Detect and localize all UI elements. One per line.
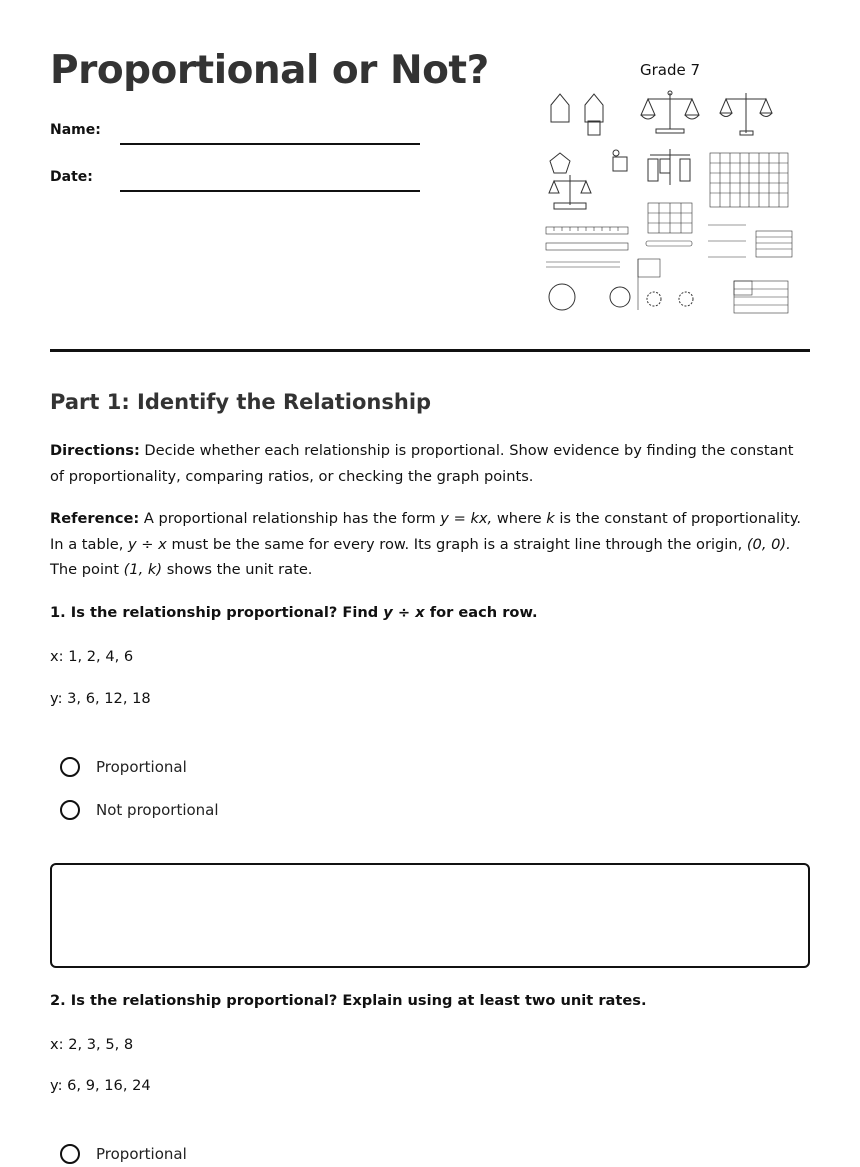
balance-scale-icon <box>641 91 699 133</box>
reference-point: (1, k) <box>123 561 163 578</box>
header-divider <box>50 349 810 352</box>
question-1-x-values: x: 1, 2, 4, 6 <box>50 648 134 665</box>
date-field-line[interactable] <box>120 190 420 192</box>
reference-text-a: A proportional relationship has the form <box>143 510 436 527</box>
reference-text-d: must be the same for every row. Its graph is a straight line through the origin, <box>171 535 743 553</box>
balance-scale-icon <box>720 93 772 135</box>
question-2-title: 2. Is the relationship proportional? Explain using at least two unit rates. <box>50 992 647 1009</box>
question-1-answer-box[interactable] <box>50 863 810 968</box>
reference-origin: (0, 0). <box>746 535 791 553</box>
reference-text-f: shows the unit rate. <box>166 561 313 578</box>
reference-formula: y = kx, <box>440 510 493 527</box>
name-label: Name: <box>50 122 101 138</box>
question-2-y-values: y: 6, 9, 16, 24 <box>50 1077 151 1094</box>
question-2-x-values: x: 2, 3, 5, 8 <box>50 1036 134 1053</box>
directions-label: Directions: <box>50 442 140 459</box>
question-1-formula: y ÷ x <box>383 604 425 621</box>
section-title: Part 1: Identify the Relationship <box>50 390 432 414</box>
name-field-line[interactable] <box>120 143 420 145</box>
radio-button[interactable] <box>60 757 80 777</box>
question-2-option-proportional[interactable] <box>60 1141 187 1167</box>
reference-text-c: is the constant of proportionality. In a table, <box>50 510 802 553</box>
option-label: Not proportional <box>96 801 219 819</box>
ruler-icon <box>546 225 746 257</box>
pentagon-house-icon <box>551 94 603 135</box>
radio-button[interactable] <box>60 1144 80 1164</box>
reference-label: Reference: <box>50 510 140 527</box>
page-title: Proportional or Not? <box>50 48 489 93</box>
question-1-option-proportional[interactable] <box>60 754 187 780</box>
grade-label: Grade 7 <box>640 61 701 79</box>
option-label: Proportional <box>96 1145 187 1163</box>
question-1-option-not-proportional[interactable] <box>60 797 219 823</box>
option-label: Proportional <box>96 758 187 776</box>
reference-text-e: The point <box>50 561 119 578</box>
question-1-title <box>50 604 538 621</box>
reference-paragraph <box>50 506 810 583</box>
question-1-title-a: 1. Is the relationship proportional? Find <box>50 604 379 621</box>
circle-icon <box>549 284 693 310</box>
directions-text: Decide whether each relationship is proportional. Show evidence by finding the constant of proportionality, comparing ratios, or checking the graph points. <box>50 442 794 485</box>
question-1-title-b: for each row. <box>429 604 538 621</box>
math-clipart-illustration <box>540 85 800 320</box>
radio-button[interactable] <box>60 800 80 820</box>
grid-icon <box>710 153 788 207</box>
reference-yx: y ÷ x <box>128 535 167 553</box>
question-1-y-values: y: 3, 6, 12, 18 <box>50 690 151 707</box>
directions-paragraph <box>50 438 810 489</box>
date-label: Date: <box>50 169 93 185</box>
reference-k: k <box>546 510 555 527</box>
reference-text-b: where <box>496 510 542 527</box>
